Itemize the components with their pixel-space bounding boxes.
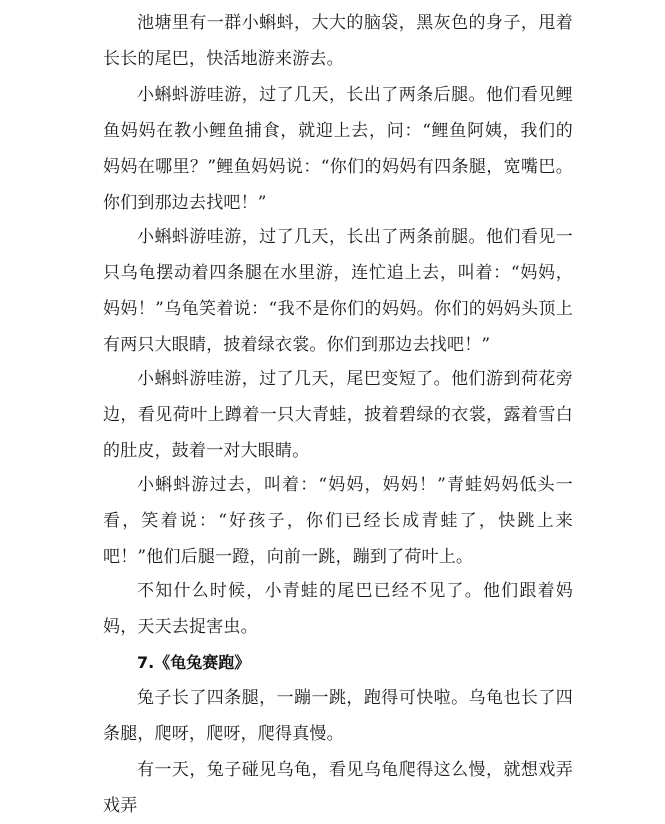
story-paragraph-4: 小蝌蚪游哇游，过了几天，尾巴变短了。他们游到荷花旁边，看见荷叶上蹲着一只大青蛙，披着碧绿的衣裳，露着雪白的肚皮，鼓着一对大眼睛。 xyxy=(103,369,573,461)
story-paragraph-3: 小蝌蚪游哇游，过了几天，长出了两条前腿。他们看见一只乌龟摆动着四条腿在水里游，连忙追上去，叫着：“妈妈，妈妈！”乌龟笑着说：“我不是你们的妈妈。你们的妈妈头顶上有两只大眼睛，披着绿衣裳。你们到那边去找吧！” xyxy=(103,227,573,355)
story-paragraph-2: 小蝌蚪游哇游，过了几天，长出了两条后腿。他们看见鲤鱼妈妈在教小鲤鱼捕食，就迎上去，问：“鲤鱼阿姨，我们的妈妈在哪里？”鲤鱼妈妈说：“你们的妈妈有四条腿，宽嘴巴。你们到那边去找吧！” xyxy=(103,85,573,213)
section-paragraph-1: 兔子长了四条腿，一蹦一跳，跑得可快啦。乌龟也长了四条腿，爬呀，爬呀，爬得真慢。 xyxy=(103,688,573,744)
story-paragraph-6: 不知什么时候，小青蛙的尾巴已经不见了。他们跟着妈妈，天天去捉害虫。 xyxy=(103,581,573,637)
section-paragraph-2: 有一天，兔子碰见乌龟，看见乌龟爬得这么慢，就想戏弄戏弄 xyxy=(103,760,573,816)
story-paragraph-5: 小蝌蚪游过去，叫着：“妈妈，妈妈！”青蛙妈妈低头一看，笑着说：“好孩子，你们已经长成青蛙了，快跳上来吧！”他们后腿一蹬，向前一跳，蹦到了荷叶上。 xyxy=(103,475,573,567)
section-heading: 7.《龟兔赛跑》 xyxy=(137,653,251,672)
story-paragraph-1: 池塘里有一群小蝌蚪，大大的脑袋，黑灰色的身子，甩着长长的尾巴，快活地游来游去。 xyxy=(103,13,573,69)
